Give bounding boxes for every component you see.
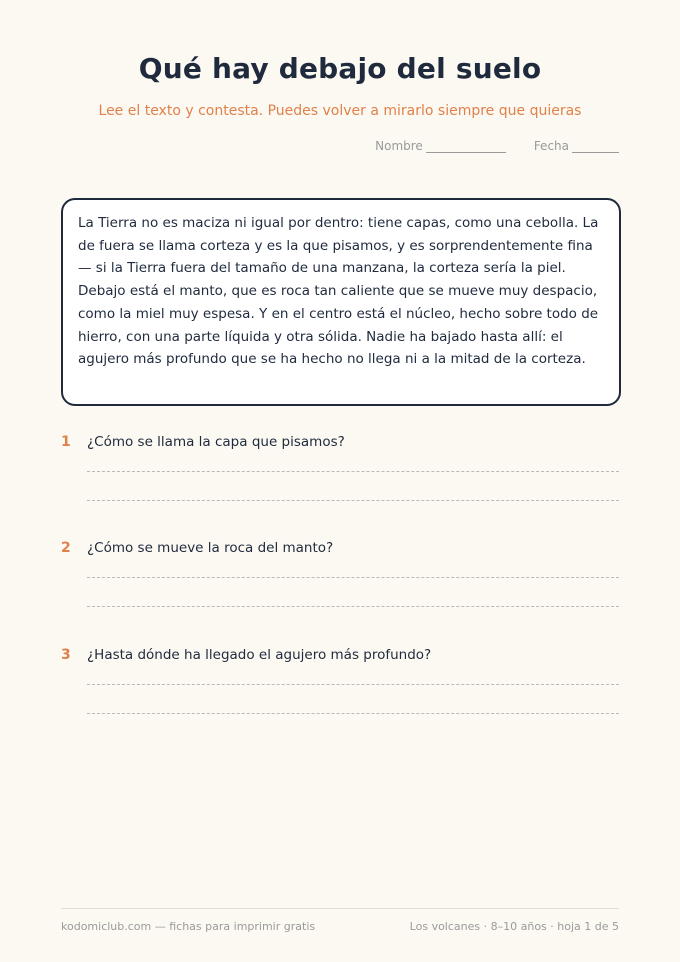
page-title: Qué hay debajo del suelo <box>138 52 542 85</box>
name-field[interactable] <box>375 139 506 153</box>
reading-passage-text: La Tierra no es maciza ni igual por dentro: tiene capas, como una cebolla. La de fuera se llama corteza y es la que pisamos, y es sorprendentemente fina — si la Tierra fuera del tamaño de una manzana, la corteza sería la piel. Debajo está el manto, que es roca tan caliente que se mueve muy despacio, como la miel muy espesa. Y en el centro está el núcleo, hecho sobre todo de hierro, con una parte líquida y otra sólida. Nadie ha bajado hasta allí: el agujero más profundo que se ha hecho no llega ni a la mitad de la corteza. <box>78 215 599 368</box>
date-label: Fecha <box>533 139 569 153</box>
answer-line[interactable] <box>87 577 619 578</box>
answer-line[interactable] <box>87 713 619 714</box>
footer-divider <box>61 908 619 909</box>
reading-passage-box <box>61 198 621 406</box>
footer-sheet-info: Los volcanes · 8–10 años · hoja 1 de 5 <box>409 920 619 933</box>
question-text: ¿Hasta dónde ha llegado el agujero más profundo? <box>87 647 432 663</box>
date-field[interactable] <box>534 139 619 153</box>
question-text: ¿Cómo se llama la capa que pisamos? <box>87 434 345 450</box>
question-number: 3 <box>61 647 71 663</box>
answer-line[interactable] <box>87 500 619 501</box>
footer-site-credit: kodomiclub.com — fichas para imprimir gratis <box>61 920 316 933</box>
answer-line[interactable] <box>87 606 619 607</box>
answer-line[interactable] <box>87 471 619 472</box>
name-label: Nombre <box>375 139 423 153</box>
question-number: 1 <box>61 434 71 450</box>
question-1 <box>61 434 619 514</box>
answer-line[interactable] <box>87 684 619 685</box>
date-blank-line <box>572 151 619 153</box>
question-3 <box>61 647 619 727</box>
question-number: 2 <box>61 540 71 556</box>
page-subtitle: Lee el texto y contesta. Puedes volver a mirarlo siempre que quieras <box>98 103 582 119</box>
question-2 <box>61 540 619 620</box>
name-date-fields <box>375 139 619 153</box>
name-blank-line <box>426 151 506 153</box>
question-text: ¿Cómo se mueve la roca del manto? <box>87 540 334 556</box>
